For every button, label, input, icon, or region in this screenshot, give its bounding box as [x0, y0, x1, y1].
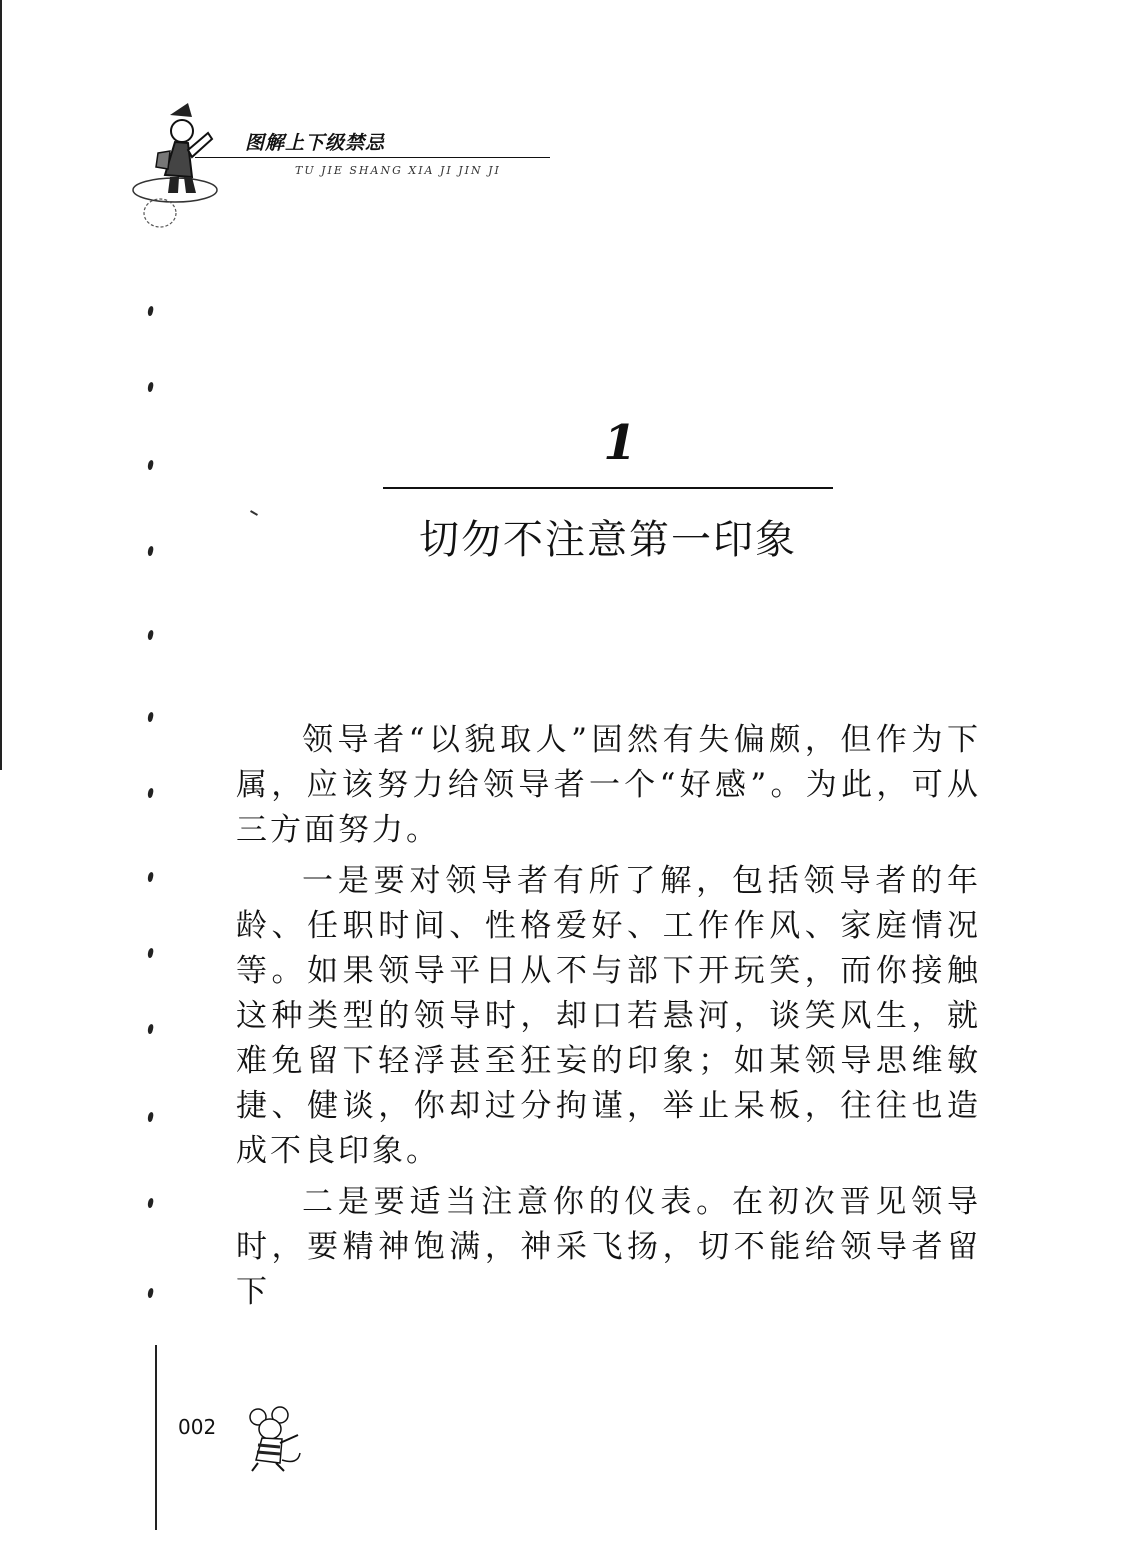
margin-dot	[147, 788, 154, 799]
margin-dot	[147, 630, 154, 641]
margin-dot	[147, 1198, 154, 1209]
scan-mark	[250, 510, 258, 516]
chapter-title: 切勿不注意第一印象	[419, 517, 797, 563]
series-title: 图解上下级禁忌	[245, 132, 386, 154]
margin-dot	[147, 546, 154, 557]
margin-dot	[147, 872, 154, 883]
header-rule	[195, 157, 550, 158]
scan-edge-line	[0, 0, 2, 770]
margin-dot	[147, 948, 154, 959]
page-number: 002	[178, 1415, 217, 1439]
margin-dot	[147, 382, 154, 393]
chapter-number: 1	[603, 415, 637, 471]
paragraph: 领导者“以貌取人”固然有失偏颇，但作为下属，应该努力给领导者一个“好感”。为此，可从三方面努力。	[236, 722, 981, 848]
paragraph: 一是要对领导者有所了解，包括领导者的年龄、任职时间、性格爱好、工作作风、家庭情况等。如果领导平日从不与部下开玩笑，而你接触这种类型的领导时，却口若悬河，谈笑风生，就难免留下轻浮甚至狂妄的印象；如某领导思维敏捷、健谈，你却过分拘谨，举止呆板，往往也造成不良印象。	[236, 863, 981, 1169]
cartoon-figure-icon	[130, 95, 230, 235]
body-text	[236, 718, 981, 1321]
margin-dot	[147, 1112, 154, 1123]
chapter-rule	[383, 487, 833, 489]
margin-dot	[147, 1024, 154, 1035]
margin-dot	[147, 712, 154, 723]
cartoon-mouse-icon	[240, 1405, 310, 1475]
paragraph: 二是要适当注意你的仪表。在初次晋见领导时，要精神饱满，神采飞扬，切不能给领导者留下	[236, 1184, 981, 1310]
margin-dot	[147, 306, 154, 317]
margin-dot	[147, 1288, 154, 1299]
footer-bar	[155, 1345, 157, 1530]
series-pinyin: TU JIE SHANG XIA JI JIN JI	[295, 164, 501, 177]
